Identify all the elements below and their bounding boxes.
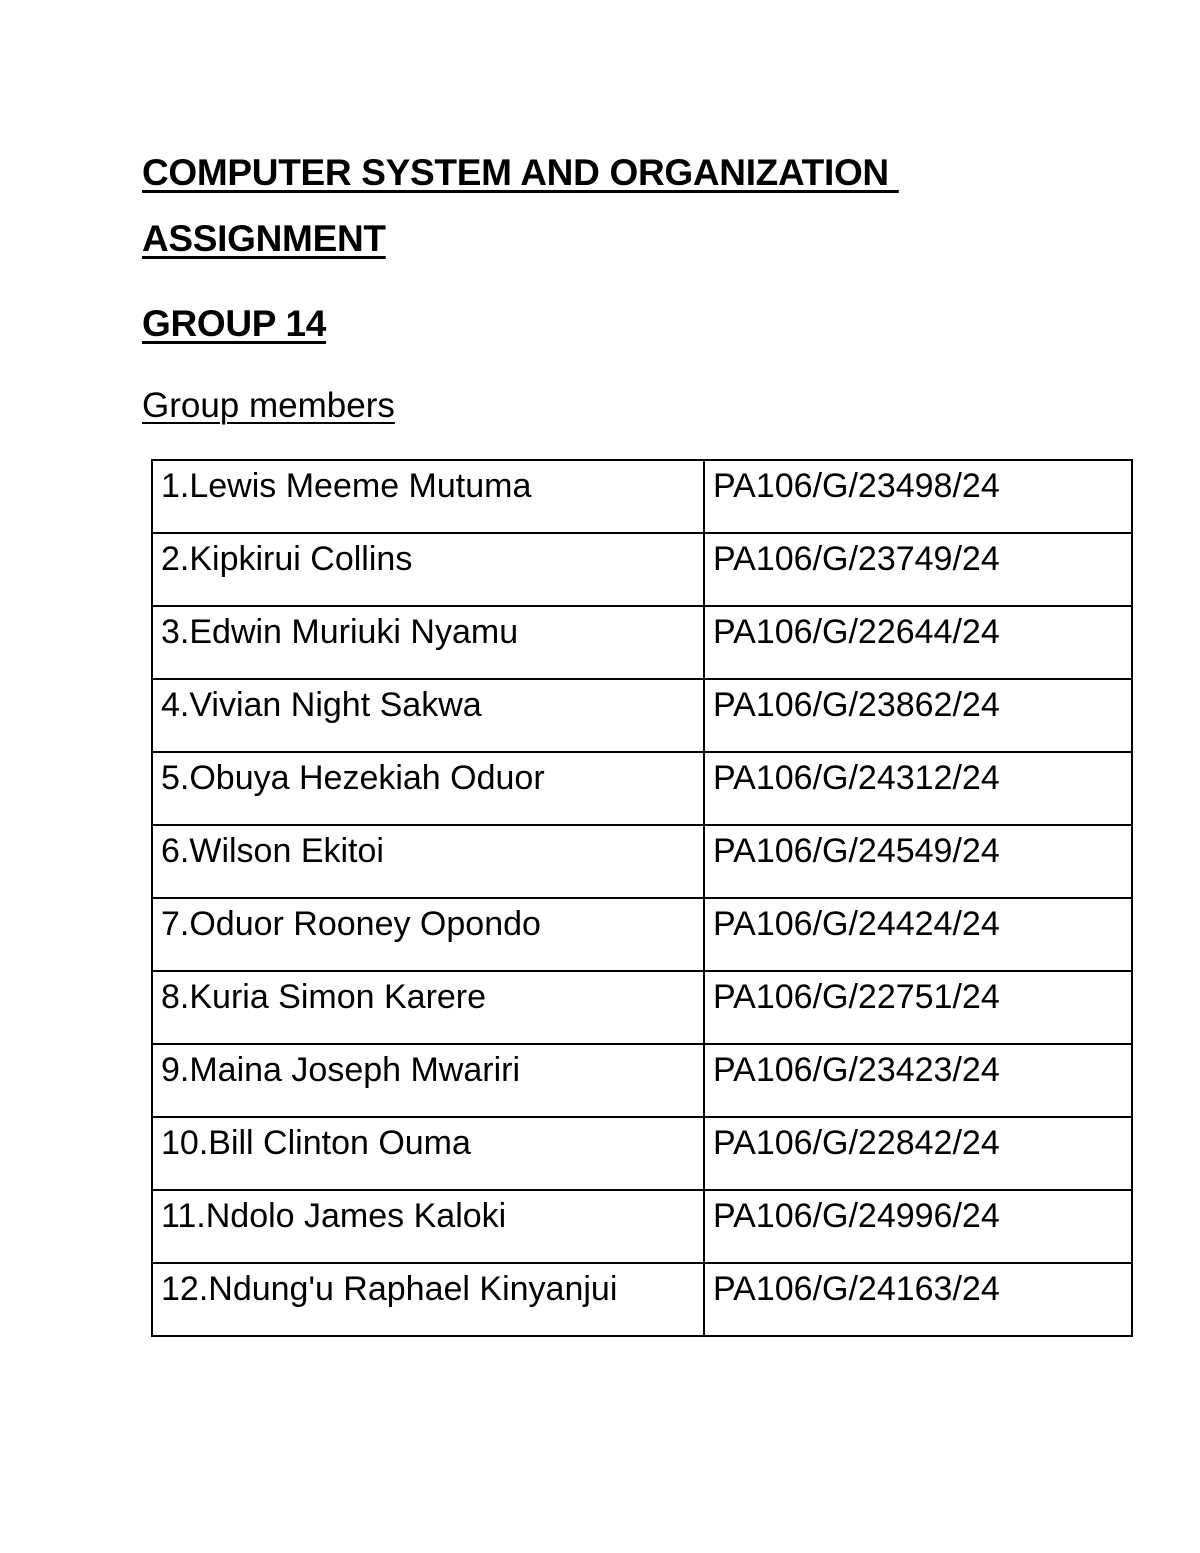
- member-name-cell: [152, 1190, 704, 1263]
- member-reg-no-cell: [704, 1190, 1132, 1263]
- member-reg-no-cell: [704, 1117, 1132, 1190]
- member-name: 10.Bill Clinton Ouma: [161, 1124, 471, 1162]
- member-name-cell: [152, 898, 704, 971]
- table-row: [152, 1044, 1132, 1117]
- member-name-cell: [152, 1263, 704, 1336]
- document-title-line-2: ASSIGNMENT: [142, 218, 386, 259]
- member-reg-no-cell: [704, 1044, 1132, 1117]
- member-reg-no: PA106/G/24549/24: [713, 832, 1000, 870]
- member-reg-no-cell: [704, 460, 1132, 533]
- table-row: [152, 1117, 1132, 1190]
- table-row: [152, 460, 1132, 533]
- table-row: [152, 752, 1132, 825]
- member-reg-no-cell: [704, 898, 1132, 971]
- member-name: 3.Edwin Muriuki Nyamu: [161, 613, 519, 651]
- member-name: 6.Wilson Ekitoi: [161, 832, 384, 870]
- member-name-cell: [152, 752, 704, 825]
- member-reg-no-cell: [704, 533, 1132, 606]
- member-reg-no-cell: [704, 1263, 1132, 1336]
- group-members-label: Group members: [142, 386, 395, 425]
- member-reg-no: PA106/G/23423/24: [713, 1051, 1000, 1089]
- member-name-cell: [152, 1044, 704, 1117]
- member-reg-no: PA106/G/22644/24: [713, 613, 1000, 651]
- member-name: 7.Oduor Rooney Opondo: [161, 905, 541, 943]
- member-reg-no: PA106/G/24424/24: [713, 905, 1000, 943]
- table-row: [152, 825, 1132, 898]
- member-name-cell: [152, 533, 704, 606]
- member-name-cell: [152, 606, 704, 679]
- member-reg-no-cell: [704, 606, 1132, 679]
- group-members-table-body: [152, 460, 1132, 1336]
- document-title-line-1: COMPUTER SYSTEM AND ORGANIZATION: [142, 152, 899, 193]
- member-name-cell: [152, 825, 704, 898]
- member-reg-no: PA106/G/22751/24: [713, 978, 1000, 1016]
- member-name: 1.Lewis Meeme Mutuma: [161, 467, 532, 505]
- member-reg-no: PA106/G/24996/24: [713, 1197, 1000, 1235]
- table-row: [152, 1190, 1132, 1263]
- member-reg-no: PA106/G/24163/24: [713, 1270, 1000, 1308]
- table-row: [152, 606, 1132, 679]
- member-name-cell: [152, 971, 704, 1044]
- table-row: [152, 679, 1132, 752]
- group-title: GROUP 14: [142, 303, 327, 344]
- member-reg-no-cell: [704, 825, 1132, 898]
- member-name: 5.Obuya Hezekiah Oduor: [161, 759, 545, 797]
- group-members-table: [151, 459, 1133, 1337]
- member-reg-no: PA106/G/22842/24: [713, 1124, 1000, 1162]
- member-reg-no-cell: [704, 679, 1132, 752]
- member-name: 11.Ndolo James Kaloki: [161, 1197, 507, 1235]
- member-reg-no-cell: [704, 752, 1132, 825]
- member-name: 2.Kipkirui Collins: [161, 540, 413, 578]
- member-name: 9.Maina Joseph Mwariri: [161, 1051, 521, 1089]
- member-name: 12.Ndung'u Raphael Kinyanjui: [161, 1270, 618, 1308]
- member-name-cell: [152, 460, 704, 533]
- member-name: 8.Kuria Simon Karere: [161, 978, 487, 1016]
- member-reg-no: PA106/G/23498/24: [713, 467, 1000, 505]
- member-reg-no-cell: [704, 971, 1132, 1044]
- member-name-cell: [152, 679, 704, 752]
- member-name-cell: [152, 1117, 704, 1190]
- table-row: [152, 898, 1132, 971]
- member-reg-no: PA106/G/23862/24: [713, 686, 1000, 724]
- table-row: [152, 1263, 1132, 1336]
- table-row: [152, 533, 1132, 606]
- table-row: [152, 971, 1132, 1044]
- member-reg-no: PA106/G/23749/24: [713, 540, 1000, 578]
- member-name: 4.Vivian Night Sakwa: [161, 686, 482, 724]
- member-reg-no: PA106/G/24312/24: [713, 759, 1000, 797]
